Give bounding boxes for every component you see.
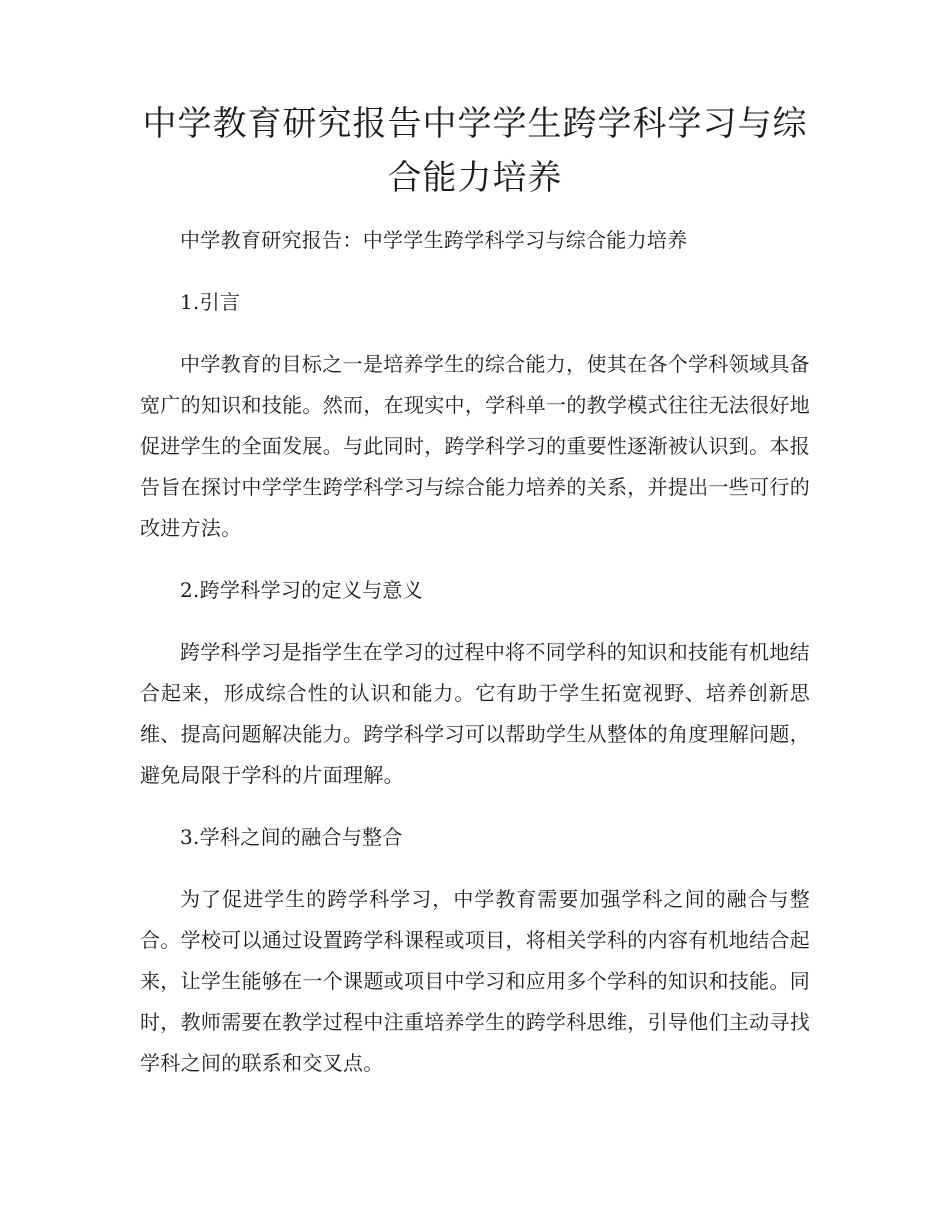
paragraph-integration: 为了促进学生的跨学科学习，中学教育需要加强学科之间的融合与整合。学校可以通过设置跨学科课程或项目，将相关学科的内容有机地结合起来，让学生能够在一个课题或项目中学习和应用多个学科的知识和技能。同时，教师需要在教学过程中注重培养学生的跨学科思维，引导他们主动寻找学科之间的联系和交叉点。	[140, 887, 810, 1075]
section-heading-definition: 2.跨学科学习的定义与意义	[180, 578, 423, 602]
section-heading-integration: 3.学科之间的融合与整合	[180, 825, 403, 849]
section-heading-introduction: 1.引言	[180, 290, 241, 314]
document-title: 中学教育研究报告中学学生跨学科学习与综合能力培养	[142, 104, 808, 198]
paragraph-introduction: 中学教育的目标之一是培养学生的综合能力，使其在各个学科领域具备宽广的知识和技能。然而，在现实中，学科单一的教学模式往往无法很好地促进学生的全面发展。与此同时，跨学科学习的重要性逐渐被认识到。本报告旨在探讨中学学生跨学科学习与综合能力培养的关系，并提出一些可行的改进方法。	[140, 352, 810, 540]
paragraph-definition: 跨学科学习是指学生在学习的过程中将不同学科的知识和技能有机地结合起来，形成综合性的认识和能力。它有助于学生拓宽视野、培养创新思维、提高问题解决能力。跨学科学习可以帮助学生从整体的角度理解问题，避免局限于学科的片面理解。	[140, 640, 810, 787]
document-body	[140, 220, 810, 1105]
subtitle-paragraph: 中学教育研究报告：中学学生跨学科学习与综合能力培养	[180, 228, 688, 252]
